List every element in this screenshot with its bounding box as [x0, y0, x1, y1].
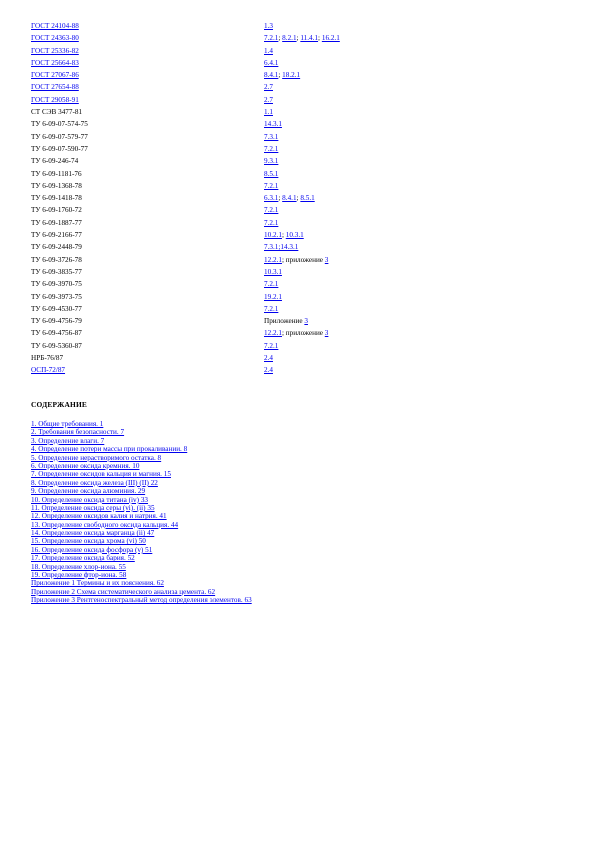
toc-link[interactable]: Приложение 1 Термины и их пояснения. 62: [31, 579, 164, 588]
reference-sections: [264, 315, 308, 327]
toc-item: [31, 588, 551, 596]
reference-document: ТУ 6-09-07-574-75: [31, 120, 88, 129]
reference-document: ТУ 6-09-5360-87: [31, 341, 82, 350]
toc-link[interactable]: 16. Определение оксида фосфора (v) 51: [31, 545, 153, 554]
reference-row: [31, 69, 571, 81]
reference-document: ТУ 6-09-07-590-77: [31, 144, 88, 153]
section-link[interactable]: 2.7: [264, 83, 273, 92]
reference-row: [31, 32, 571, 44]
reference-row: [31, 266, 571, 278]
section-link[interactable]: 7.2.1: [264, 206, 279, 215]
section-link[interactable]: 6.4.1: [264, 58, 279, 67]
toc-link[interactable]: 13. Определение свободного оксида кальция. 44: [31, 520, 179, 529]
reference-row: [31, 180, 571, 192]
reference-document: ТУ 6-09-1418-78: [31, 194, 82, 203]
toc-link[interactable]: 5. Определение нерастворимого остатка. 8: [31, 453, 162, 462]
reference-document[interactable]: ГОСТ 29058-91: [31, 95, 79, 104]
section-link[interactable]: 7.2.1: [264, 144, 279, 153]
toc-item: [31, 537, 551, 545]
section-link[interactable]: 7.2.1: [264, 34, 279, 43]
toc-link[interactable]: 14. Определение оксида марганца (ii) 47: [31, 529, 155, 538]
section-link[interactable]: 10.2.1: [264, 231, 282, 240]
reference-sections: [264, 340, 278, 352]
reference-sections: [264, 192, 315, 204]
section-link[interactable]: 11.4.1: [300, 34, 319, 43]
reference-document: ТУ 6-09-4756-79: [31, 317, 82, 326]
section-text: ; приложение: [281, 255, 325, 264]
reference-sections: [264, 204, 278, 216]
toc-item: [31, 420, 551, 428]
section-link[interactable]: 8.4.1: [264, 71, 279, 80]
section-link[interactable]: 14.3.1: [264, 120, 282, 129]
reference-sections: [264, 143, 278, 155]
reference-document[interactable]: ОСП-72/87: [31, 366, 66, 375]
toc-item: [31, 529, 551, 537]
toc-item: [31, 546, 551, 554]
toc-title: СОДЕРЖАНИЕ: [31, 400, 88, 409]
reference-sections: [264, 118, 282, 130]
section-link[interactable]: 18.2.1: [282, 71, 301, 80]
reference-sections: [264, 291, 282, 303]
toc-item: [31, 579, 551, 587]
toc-item: [31, 437, 551, 445]
reference-row: [31, 278, 571, 290]
section-link[interactable]: 8.5.1: [300, 194, 315, 203]
section-link[interactable]: 10.3.1: [285, 231, 304, 240]
reference-document: ТУ 6-09-3726-78: [31, 255, 82, 264]
section-link[interactable]: 8.4.1: [282, 194, 297, 203]
reference-document: СТ СЭВ 3477-81: [31, 108, 83, 117]
reference-sections: [264, 254, 328, 266]
reference-document: ТУ 6-09-2448-79: [31, 243, 82, 252]
section-link[interactable]: 12.2.1: [264, 329, 282, 338]
section-link[interactable]: 7.2.1: [264, 218, 279, 227]
section-link[interactable]: 12.2.1: [264, 255, 282, 264]
toc-link[interactable]: 1. Общие требования. 1: [31, 420, 104, 428]
toc-item: [31, 470, 551, 478]
toc-item: [31, 428, 551, 436]
reference-sections: [264, 241, 298, 253]
toc-item: [31, 512, 551, 520]
reference-row: [31, 131, 571, 143]
reference-document: ТУ 6-09-246-74: [31, 157, 79, 166]
reference-row: [31, 340, 571, 352]
toc-item: [31, 487, 551, 495]
section-link[interactable]: 8.2.1: [282, 34, 297, 43]
toc-link[interactable]: 2. Требования безопасности. 7: [31, 428, 125, 437]
toc-link[interactable]: 18. Определение хлор-иона. 55: [31, 562, 126, 571]
reference-sections: [264, 155, 278, 167]
toc-link[interactable]: 19. Определение фтор-иона. 58: [31, 571, 127, 580]
reference-row: [31, 303, 571, 315]
section-link[interactable]: 7.3.1: [264, 132, 279, 141]
section-text: ;: [278, 194, 283, 203]
reference-sections: [264, 45, 273, 57]
reference-sections: [264, 229, 304, 241]
section-link[interactable]: 3: [304, 317, 308, 326]
reference-document: ТУ 6-09-07-579-77: [31, 132, 88, 141]
section-text: Приложение: [264, 317, 305, 326]
section-link[interactable]: 6.3.1: [264, 194, 279, 203]
toc-item: [31, 496, 551, 504]
reference-document: ТУ 6-09-1368-78: [31, 181, 82, 190]
reference-sections: [264, 217, 278, 229]
section-link[interactable]: 8.5.1: [264, 169, 279, 178]
reference-sections: [264, 352, 273, 364]
section-link[interactable]: 7.2.1: [264, 341, 279, 350]
toc-link[interactable]: 11. Определение оксида серы (vi). (ii) 35: [31, 503, 155, 512]
reference-sections: [264, 168, 278, 180]
reference-document[interactable]: ГОСТ 27067-86: [31, 71, 79, 80]
reference-sections: [264, 364, 273, 376]
section-link[interactable]: 3: [324, 255, 329, 264]
reference-sections: [264, 94, 273, 106]
reference-table: [31, 20, 571, 377]
reference-document: ТУ 6-09-3970-75: [31, 280, 82, 289]
reference-row: [31, 20, 571, 32]
reference-document: ТУ 6-09-3835-77: [31, 267, 82, 276]
section-link[interactable]: 1.4: [264, 46, 273, 55]
toc-item: [31, 596, 551, 604]
table-of-contents: [31, 420, 551, 605]
toc-item: [31, 554, 551, 562]
reference-row: [31, 57, 571, 69]
section-link[interactable]: 2.4: [264, 366, 273, 375]
reference-row: [31, 217, 571, 229]
toc-item: [31, 462, 551, 470]
reference-row: [31, 241, 571, 253]
toc-link[interactable]: Приложение 3 Рентгеноспектральный метод определения элементов. 63: [31, 596, 252, 605]
reference-sections: [264, 32, 340, 44]
section-link[interactable]: 1.1: [264, 108, 273, 117]
reference-row: [31, 229, 571, 241]
toc-link[interactable]: 9. Определение оксида алюминия. 29: [31, 487, 146, 496]
reference-row: [31, 352, 571, 364]
reference-row: [31, 118, 571, 130]
reference-row: [31, 192, 571, 204]
section-link[interactable]: 10.3.1: [264, 267, 282, 276]
reference-sections: [264, 131, 278, 143]
reference-row: [31, 291, 571, 303]
reference-row: [31, 204, 571, 216]
reference-row: [31, 81, 571, 93]
toc-item: [31, 504, 551, 512]
section-text: ;: [278, 71, 283, 80]
section-text: ;: [281, 231, 286, 240]
reference-document: ТУ 6-09-4756-87: [31, 329, 82, 338]
reference-document[interactable]: ГОСТ 25664-83: [31, 58, 79, 67]
reference-document[interactable]: ГОСТ 24104-88: [31, 22, 79, 30]
reference-row: [31, 94, 571, 106]
section-link[interactable]: 16.2.1: [321, 34, 340, 43]
section-link[interactable]: 7.2.1: [264, 181, 279, 190]
section-link[interactable]: 2.7: [264, 95, 273, 104]
reference-row: [31, 364, 571, 376]
toc-link[interactable]: 4. Определение потери массы при прокаливании. 8: [31, 445, 188, 454]
section-link[interactable]: 2.4: [264, 354, 273, 363]
toc-item: [31, 563, 551, 571]
toc-link[interactable]: 7. Определение оксидов кальция и магния. 15: [31, 470, 171, 479]
section-link[interactable]: 7.2.1: [264, 304, 279, 313]
reference-row: [31, 327, 571, 339]
toc-link[interactable]: 10. Определение оксида титана (iv) 33: [31, 495, 149, 504]
reference-sections: [264, 69, 300, 81]
reference-sections: [264, 266, 282, 278]
reference-row: [31, 254, 571, 266]
section-link[interactable]: 19.2.1: [264, 292, 282, 301]
section-link[interactable]: 3: [324, 329, 329, 338]
toc-link[interactable]: Приложение 2 Схема систематического анализа цемента. 62: [31, 587, 216, 596]
section-text: ;: [296, 34, 301, 43]
reference-row: [31, 315, 571, 327]
reference-document[interactable]: ГОСТ 27654-88: [31, 83, 79, 92]
section-text: ;: [318, 34, 322, 43]
toc-link[interactable]: 17. Определение оксида бария. 52: [31, 554, 135, 563]
toc-item: [31, 479, 551, 487]
reference-document: ТУ 6-09-3973-75: [31, 292, 82, 301]
reference-sections: [264, 57, 278, 69]
reference-document: ТУ 6-09-2166-77: [31, 231, 82, 240]
toc-link[interactable]: 8. Определение оксида железа (III) (II) 22: [31, 478, 158, 487]
toc-link[interactable]: 6. Определение оксида кремния. 10: [31, 461, 140, 470]
reference-document: ТУ 6-09-1181-76: [31, 169, 82, 178]
reference-document[interactable]: ГОСТ 24363-80: [31, 34, 79, 43]
reference-document[interactable]: ГОСТ 25336-82: [31, 46, 79, 55]
toc-link[interactable]: 3. Определение влаги. 7: [31, 436, 105, 445]
toc-item: [31, 521, 551, 529]
section-link[interactable]: 7.3.1;14.3.1: [264, 243, 299, 252]
reference-sections: [264, 278, 278, 290]
reference-document: ТУ 6-09-1760-72: [31, 206, 82, 215]
section-text: ;: [278, 34, 283, 43]
reference-row: [31, 143, 571, 155]
reference-row: [31, 106, 571, 118]
section-text: ; приложение: [281, 329, 325, 338]
reference-document: ТУ 6-09-4530-77: [31, 304, 82, 313]
section-link[interactable]: 9.3.1: [264, 157, 279, 166]
toc-link[interactable]: 12. Определение оксидов калия и натрия. 41: [31, 512, 167, 521]
toc-item: [31, 571, 551, 579]
reference-row: [31, 45, 571, 57]
reference-sections: [264, 303, 278, 315]
toc-link[interactable]: 15. Определение оксида хрома (vi) 50: [31, 537, 146, 546]
reference-document: НРБ-76/87: [31, 354, 64, 363]
section-link[interactable]: 7.2.1: [264, 280, 279, 289]
toc-item: [31, 454, 551, 462]
reference-sections: [264, 327, 328, 339]
toc-item: [31, 445, 551, 453]
reference-sections: [264, 106, 273, 118]
reference-document: ТУ 6-09-1887-77: [31, 218, 82, 227]
reference-sections: [264, 20, 273, 32]
section-link[interactable]: 1.3: [264, 22, 273, 30]
reference-row: [31, 155, 571, 167]
section-text: ;: [296, 194, 301, 203]
reference-sections: [264, 81, 273, 93]
reference-sections: [264, 180, 278, 192]
reference-row: [31, 168, 571, 180]
